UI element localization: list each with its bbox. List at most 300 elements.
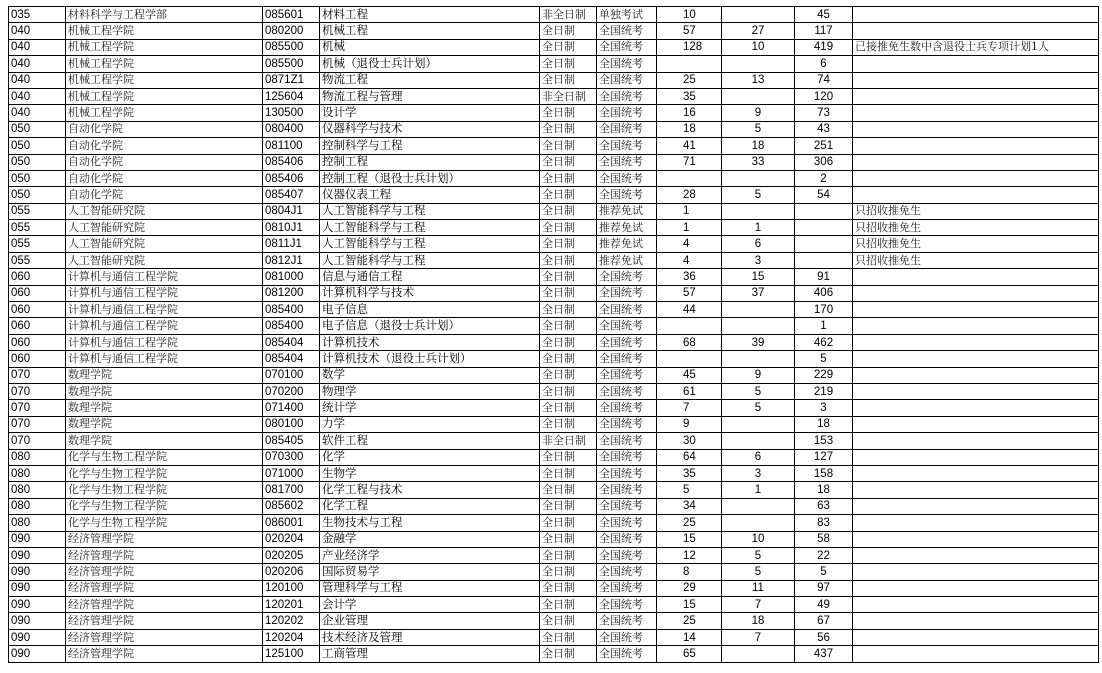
- college-code-cell: 055: [9, 220, 66, 236]
- college-code-cell: 060: [9, 285, 66, 301]
- college-name-cell: 化学与生物工程学院: [66, 498, 263, 514]
- table-row: [9, 236, 1099, 252]
- table-row: [9, 203, 1099, 219]
- college-code-cell: 050: [9, 187, 66, 203]
- remarks-cell: [853, 646, 1099, 662]
- exempt-count-cell: [657, 318, 722, 334]
- exam-type-cell: 全国统考: [597, 449, 657, 465]
- major-name-cell: 计算机科学与技术: [320, 285, 540, 301]
- major-code-cell: 080400: [263, 121, 320, 137]
- remarks-cell: [853, 482, 1099, 498]
- exempt-count-cell: 15: [657, 597, 722, 613]
- table-row: [9, 269, 1099, 285]
- major-code-cell: 0810J1: [263, 220, 320, 236]
- study-mode-cell: 全日制: [540, 302, 597, 318]
- exempt-count-cell: 7: [657, 400, 722, 416]
- exempt-count-cell: 41: [657, 138, 722, 154]
- applicants-cell: 462: [795, 334, 853, 350]
- major-name-cell: 生物技术与工程: [320, 515, 540, 531]
- college-name-cell: 计算机与通信工程学院: [66, 269, 263, 285]
- table-row: [9, 121, 1099, 137]
- major-name-cell: 信息与通信工程: [320, 269, 540, 285]
- exam-type-cell: 全国统考: [597, 187, 657, 203]
- college-name-cell: 经济管理学院: [66, 547, 263, 563]
- major-code-cell: 085404: [263, 334, 320, 350]
- remarks-cell: 已接推免生数中含退役士兵专项计划1人: [853, 39, 1099, 55]
- study-mode-cell: 全日制: [540, 482, 597, 498]
- study-mode-cell: 全日制: [540, 547, 597, 563]
- major-code-cell: 0812J1: [263, 252, 320, 268]
- college-code-cell: 080: [9, 482, 66, 498]
- college-name-cell: 机械工程学院: [66, 56, 263, 72]
- major-code-cell: 085400: [263, 318, 320, 334]
- exempt-count-cell: 35: [657, 88, 722, 104]
- college-name-cell: 计算机与通信工程学院: [66, 285, 263, 301]
- major-code-cell: 085406: [263, 154, 320, 170]
- exempt-count-cell: 9: [657, 416, 722, 432]
- college-code-cell: 090: [9, 597, 66, 613]
- exam-type-cell: 全国统考: [597, 170, 657, 186]
- table-row: [9, 367, 1099, 383]
- exam-type-cell: 全国统考: [597, 482, 657, 498]
- applicants-cell: 67: [795, 613, 853, 629]
- study-mode-cell: 全日制: [540, 236, 597, 252]
- table-row: [9, 465, 1099, 481]
- remarks-cell: [853, 170, 1099, 186]
- study-mode-cell: 全日制: [540, 220, 597, 236]
- applicants-cell: 158: [795, 465, 853, 481]
- study-mode-cell: 全日制: [540, 465, 597, 481]
- applicants-cell: 229: [795, 367, 853, 383]
- remarks-cell: [853, 629, 1099, 645]
- remarks-cell: [853, 433, 1099, 449]
- study-mode-cell: 全日制: [540, 597, 597, 613]
- college-name-cell: 数理学院: [66, 433, 263, 449]
- major-code-cell: 085407: [263, 187, 320, 203]
- major-name-cell: 力学: [320, 416, 540, 432]
- major-code-cell: 0804J1: [263, 203, 320, 219]
- major-name-cell: 计算机技术（退役士兵计划）: [320, 351, 540, 367]
- study-mode-cell: 全日制: [540, 187, 597, 203]
- remarks-cell: [853, 105, 1099, 121]
- study-mode-cell: 全日制: [540, 318, 597, 334]
- exam-type-cell: 全国统考: [597, 564, 657, 580]
- exempt-count-cell: 64: [657, 449, 722, 465]
- received-count-cell: 5: [722, 121, 795, 137]
- applicants-cell: 2: [795, 170, 853, 186]
- table-row: [9, 515, 1099, 531]
- major-name-cell: 金融学: [320, 531, 540, 547]
- applicants-cell: 5: [795, 351, 853, 367]
- major-code-cell: 130500: [263, 105, 320, 121]
- major-name-cell: 计算机技术: [320, 334, 540, 350]
- remarks-cell: [853, 597, 1099, 613]
- college-code-cell: 050: [9, 138, 66, 154]
- received-count-cell: 7: [722, 597, 795, 613]
- table-row: [9, 351, 1099, 367]
- college-code-cell: 040: [9, 72, 66, 88]
- exam-type-cell: 全国统考: [597, 302, 657, 318]
- table-row: [9, 302, 1099, 318]
- major-code-cell: 120204: [263, 629, 320, 645]
- major-name-cell: 化学: [320, 449, 540, 465]
- remarks-cell: [853, 580, 1099, 596]
- table-row: [9, 433, 1099, 449]
- study-mode-cell: 全日制: [540, 564, 597, 580]
- exam-type-cell: 单独考试: [597, 7, 657, 23]
- college-name-cell: 机械工程学院: [66, 72, 263, 88]
- college-name-cell: 数理学院: [66, 367, 263, 383]
- received-count-cell: 37: [722, 285, 795, 301]
- study-mode-cell: 全日制: [540, 105, 597, 121]
- college-name-cell: 自动化学院: [66, 170, 263, 186]
- study-mode-cell: 全日制: [540, 252, 597, 268]
- major-name-cell: 会计学: [320, 597, 540, 613]
- exam-type-cell: 全国统考: [597, 383, 657, 399]
- received-count-cell: 6: [722, 236, 795, 252]
- study-mode-cell: 全日制: [540, 269, 597, 285]
- college-code-cell: 055: [9, 203, 66, 219]
- major-code-cell: 0811J1: [263, 236, 320, 252]
- college-name-cell: 经济管理学院: [66, 564, 263, 580]
- study-mode-cell: 全日制: [540, 56, 597, 72]
- remarks-cell: [853, 515, 1099, 531]
- major-name-cell: 国际贸易学: [320, 564, 540, 580]
- major-code-cell: 085400: [263, 302, 320, 318]
- major-name-cell: 物流工程: [320, 72, 540, 88]
- major-code-cell: 125100: [263, 646, 320, 662]
- study-mode-cell: 全日制: [540, 383, 597, 399]
- received-count-cell: 13: [722, 72, 795, 88]
- applicants-cell: 43: [795, 121, 853, 137]
- exempt-count-cell: 29: [657, 580, 722, 596]
- received-count-cell: 1: [722, 482, 795, 498]
- applicants-cell: [795, 236, 853, 252]
- applicants-cell: 49: [795, 597, 853, 613]
- applicants-cell: 251: [795, 138, 853, 154]
- college-name-cell: 自动化学院: [66, 187, 263, 203]
- major-code-cell: 080100: [263, 416, 320, 432]
- study-mode-cell: 全日制: [540, 170, 597, 186]
- remarks-cell: [853, 318, 1099, 334]
- received-count-cell: 39: [722, 334, 795, 350]
- major-code-cell: 070300: [263, 449, 320, 465]
- exam-type-cell: 全国统考: [597, 154, 657, 170]
- exam-type-cell: 全国统考: [597, 515, 657, 531]
- exempt-count-cell: [657, 56, 722, 72]
- received-count-cell: 18: [722, 613, 795, 629]
- study-mode-cell: 全日制: [540, 531, 597, 547]
- exam-type-cell: 全国统考: [597, 351, 657, 367]
- major-name-cell: 机械工程: [320, 23, 540, 39]
- major-code-cell: 120100: [263, 580, 320, 596]
- major-name-cell: 企业管理: [320, 613, 540, 629]
- remarks-cell: [853, 564, 1099, 580]
- college-code-cell: 035: [9, 7, 66, 23]
- exempt-count-cell: [657, 170, 722, 186]
- exam-type-cell: 全国统考: [597, 531, 657, 547]
- received-count-cell: [722, 318, 795, 334]
- applicants-cell: 1: [795, 318, 853, 334]
- remarks-cell: [853, 138, 1099, 154]
- applicants-cell: 22: [795, 547, 853, 563]
- exempt-count-cell: 1: [657, 220, 722, 236]
- study-mode-cell: 全日制: [540, 367, 597, 383]
- table-row: [9, 72, 1099, 88]
- table-row: [9, 580, 1099, 596]
- exam-type-cell: 全国统考: [597, 367, 657, 383]
- exam-type-cell: 全国统考: [597, 646, 657, 662]
- remarks-cell: [853, 367, 1099, 383]
- exam-type-cell: 全国统考: [597, 269, 657, 285]
- received-count-cell: 7: [722, 629, 795, 645]
- exempt-count-cell: 25: [657, 72, 722, 88]
- major-name-cell: 工商管理: [320, 646, 540, 662]
- received-count-cell: [722, 7, 795, 23]
- table-row: [9, 498, 1099, 514]
- college-code-cell: 050: [9, 121, 66, 137]
- received-count-cell: 9: [722, 367, 795, 383]
- exam-type-cell: 全国统考: [597, 138, 657, 154]
- college-code-cell: 040: [9, 39, 66, 55]
- major-name-cell: 管理科学与工程: [320, 580, 540, 596]
- table-row: [9, 318, 1099, 334]
- major-name-cell: 物流工程与管理: [320, 88, 540, 104]
- major-name-cell: 化学工程与技术: [320, 482, 540, 498]
- study-mode-cell: 全日制: [540, 580, 597, 596]
- major-name-cell: 人工智能科学与工程: [320, 203, 540, 219]
- received-count-cell: [722, 88, 795, 104]
- major-code-cell: 070200: [263, 383, 320, 399]
- major-code-cell: 120202: [263, 613, 320, 629]
- remarks-cell: [853, 7, 1099, 23]
- exam-type-cell: 全国统考: [597, 498, 657, 514]
- exam-type-cell: 推荐免试: [597, 252, 657, 268]
- study-mode-cell: 全日制: [540, 449, 597, 465]
- major-code-cell: 081700: [263, 482, 320, 498]
- college-name-cell: 自动化学院: [66, 121, 263, 137]
- applicants-cell: 54: [795, 187, 853, 203]
- exam-type-cell: 全国统考: [597, 285, 657, 301]
- college-code-cell: 040: [9, 23, 66, 39]
- college-name-cell: 计算机与通信工程学院: [66, 318, 263, 334]
- remarks-cell: [853, 351, 1099, 367]
- exam-type-cell: 全国统考: [597, 121, 657, 137]
- received-count-cell: 3: [722, 465, 795, 481]
- remarks-cell: [853, 449, 1099, 465]
- exam-type-cell: 全国统考: [597, 39, 657, 55]
- college-name-cell: 化学与生物工程学院: [66, 515, 263, 531]
- table-row: [9, 564, 1099, 580]
- college-code-cell: 055: [9, 252, 66, 268]
- table-row: [9, 154, 1099, 170]
- applicants-cell: 45: [795, 7, 853, 23]
- remarks-cell: [853, 56, 1099, 72]
- applicants-cell: 127: [795, 449, 853, 465]
- applicants-cell: 18: [795, 482, 853, 498]
- applicants-cell: 306: [795, 154, 853, 170]
- study-mode-cell: 全日制: [540, 613, 597, 629]
- college-name-cell: 人工智能研究院: [66, 220, 263, 236]
- received-count-cell: 10: [722, 39, 795, 55]
- college-code-cell: 070: [9, 383, 66, 399]
- exempt-count-cell: 12: [657, 547, 722, 563]
- exam-type-cell: 全国统考: [597, 613, 657, 629]
- major-name-cell: 机械（退役士兵计划）: [320, 56, 540, 72]
- study-mode-cell: 全日制: [540, 138, 597, 154]
- applicants-cell: [795, 252, 853, 268]
- college-name-cell: 自动化学院: [66, 138, 263, 154]
- major-code-cell: 071400: [263, 400, 320, 416]
- major-name-cell: 物理学: [320, 383, 540, 399]
- college-code-cell: 040: [9, 105, 66, 121]
- applicants-cell: 219: [795, 383, 853, 399]
- table-row: [9, 187, 1099, 203]
- remarks-cell: [853, 547, 1099, 563]
- major-name-cell: 统计学: [320, 400, 540, 416]
- applicants-cell: 73: [795, 105, 853, 121]
- exam-type-cell: 全国统考: [597, 433, 657, 449]
- remarks-cell: [853, 285, 1099, 301]
- college-name-cell: 数理学院: [66, 416, 263, 432]
- exam-type-cell: 全国统考: [597, 72, 657, 88]
- exempt-count-cell: 14: [657, 629, 722, 645]
- exam-type-cell: 全国统考: [597, 629, 657, 645]
- exempt-count-cell: 45: [657, 367, 722, 383]
- study-mode-cell: 全日制: [540, 154, 597, 170]
- major-name-cell: 控制工程（退役士兵计划）: [320, 170, 540, 186]
- major-code-cell: 085404: [263, 351, 320, 367]
- major-name-cell: 产业经济学: [320, 547, 540, 563]
- table-row: [9, 138, 1099, 154]
- received-count-cell: 5: [722, 547, 795, 563]
- table-row: [9, 547, 1099, 563]
- college-name-cell: 自动化学院: [66, 154, 263, 170]
- exempt-count-cell: 128: [657, 39, 722, 55]
- college-name-cell: 经济管理学院: [66, 597, 263, 613]
- major-name-cell: 人工智能科学与工程: [320, 220, 540, 236]
- college-name-cell: 人工智能研究院: [66, 252, 263, 268]
- college-code-cell: 060: [9, 318, 66, 334]
- study-mode-cell: 全日制: [540, 334, 597, 350]
- applicants-cell: 153: [795, 433, 853, 449]
- college-name-cell: 经济管理学院: [66, 646, 263, 662]
- college-code-cell: 070: [9, 400, 66, 416]
- received-count-cell: [722, 416, 795, 432]
- study-mode-cell: 全日制: [540, 72, 597, 88]
- received-count-cell: 10: [722, 531, 795, 547]
- major-code-cell: 120201: [263, 597, 320, 613]
- exempt-count-cell: 36: [657, 269, 722, 285]
- college-name-cell: 机械工程学院: [66, 88, 263, 104]
- exempt-count-cell: 16: [657, 105, 722, 121]
- exam-type-cell: 推荐免试: [597, 203, 657, 219]
- college-code-cell: 080: [9, 498, 66, 514]
- major-code-cell: 070100: [263, 367, 320, 383]
- college-name-cell: 经济管理学院: [66, 613, 263, 629]
- exempt-count-cell: 44: [657, 302, 722, 318]
- remarks-cell: [853, 302, 1099, 318]
- exempt-count-cell: 5: [657, 482, 722, 498]
- study-mode-cell: 全日制: [540, 646, 597, 662]
- exam-type-cell: 全国统考: [597, 597, 657, 613]
- received-count-cell: [722, 56, 795, 72]
- applicants-cell: 97: [795, 580, 853, 596]
- college-name-cell: 机械工程学院: [66, 105, 263, 121]
- exempt-count-cell: 15: [657, 531, 722, 547]
- remarks-cell: [853, 72, 1099, 88]
- applicants-cell: 170: [795, 302, 853, 318]
- table-row: [9, 531, 1099, 547]
- major-code-cell: 020206: [263, 564, 320, 580]
- received-count-cell: 5: [722, 383, 795, 399]
- college-code-cell: 060: [9, 334, 66, 350]
- study-mode-cell: 全日制: [540, 498, 597, 514]
- major-name-cell: 人工智能科学与工程: [320, 252, 540, 268]
- college-code-cell: 080: [9, 449, 66, 465]
- exempt-count-cell: 4: [657, 236, 722, 252]
- exam-type-cell: 全国统考: [597, 56, 657, 72]
- study-mode-cell: 非全日制: [540, 7, 597, 23]
- remarks-cell: [853, 88, 1099, 104]
- exempt-count-cell: 25: [657, 613, 722, 629]
- exam-type-cell: 全国统考: [597, 105, 657, 121]
- exam-type-cell: 全国统考: [597, 88, 657, 104]
- college-code-cell: 090: [9, 629, 66, 645]
- college-code-cell: 055: [9, 236, 66, 252]
- study-mode-cell: 全日制: [540, 203, 597, 219]
- received-count-cell: 18: [722, 138, 795, 154]
- applicants-cell: 120: [795, 88, 853, 104]
- exempt-count-cell: 10: [657, 7, 722, 23]
- college-code-cell: 090: [9, 613, 66, 629]
- table-row: [9, 220, 1099, 236]
- received-count-cell: [722, 646, 795, 662]
- college-code-cell: 060: [9, 351, 66, 367]
- applicants-cell: 406: [795, 285, 853, 301]
- table-row: [9, 88, 1099, 104]
- table-row: [9, 252, 1099, 268]
- exempt-count-cell: 4: [657, 252, 722, 268]
- study-mode-cell: 全日制: [540, 23, 597, 39]
- major-name-cell: 电子信息: [320, 302, 540, 318]
- college-name-cell: 计算机与通信工程学院: [66, 334, 263, 350]
- exam-type-cell: 全国统考: [597, 416, 657, 432]
- table-row: [9, 449, 1099, 465]
- exam-type-cell: 全国统考: [597, 334, 657, 350]
- remarks-cell: [853, 383, 1099, 399]
- applicants-cell: 6: [795, 56, 853, 72]
- college-code-cell: 050: [9, 154, 66, 170]
- remarks-cell: [853, 465, 1099, 481]
- applicants-cell: [795, 220, 853, 236]
- table-row: [9, 23, 1099, 39]
- major-code-cell: 020205: [263, 547, 320, 563]
- remarks-cell: 只招收推免生: [853, 252, 1099, 268]
- admissions-table: [8, 6, 1099, 663]
- study-mode-cell: 全日制: [540, 416, 597, 432]
- table-row: [9, 56, 1099, 72]
- major-name-cell: 软件工程: [320, 433, 540, 449]
- college-code-cell: 060: [9, 269, 66, 285]
- college-code-cell: 070: [9, 367, 66, 383]
- table-row: [9, 400, 1099, 416]
- major-code-cell: 071000: [263, 465, 320, 481]
- college-code-cell: 090: [9, 531, 66, 547]
- college-code-cell: 070: [9, 433, 66, 449]
- exam-type-cell: 全国统考: [597, 547, 657, 563]
- remarks-cell: 只招收推免生: [853, 203, 1099, 219]
